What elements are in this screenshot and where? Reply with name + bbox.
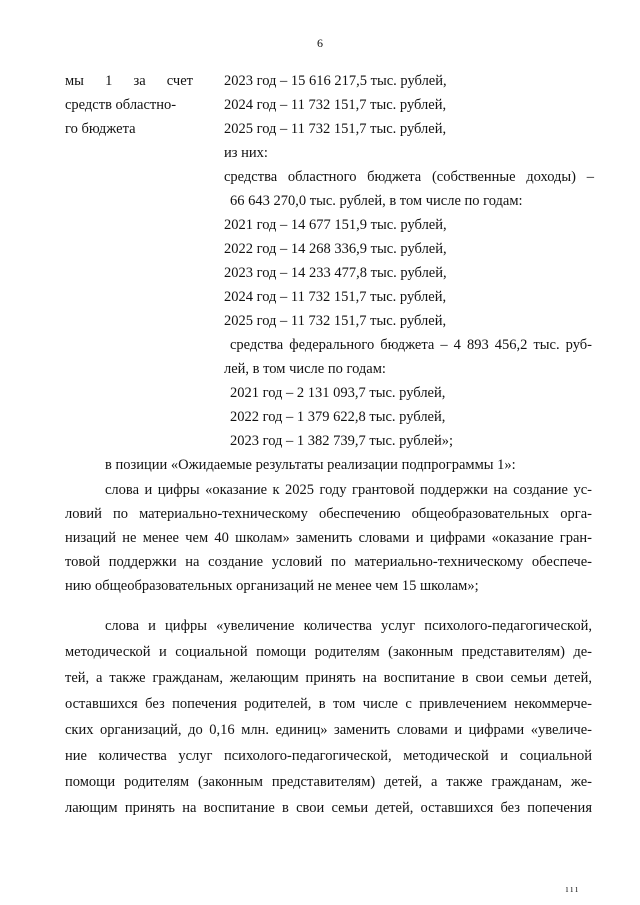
finance-line: из них:: [224, 145, 268, 161]
finance-line: 2023 год – 1 382 739,7 тыс. рублей»;: [230, 433, 454, 449]
body-line: ние количества услуг психолого-педагогической, методической и социальной: [65, 748, 592, 764]
body-line: слова и цифры «оказание к 2025 году грантовой поддержки на создание ус-: [105, 482, 592, 498]
finance-line: 2023 год – 15 616 217,5 тыс. рублей,: [224, 73, 447, 89]
finance-line: 2022 год – 1 379 622,8 тыс. рублей,: [230, 409, 446, 425]
body-line: тей, а также гражданам, желающим принять на воспитание в свои семьи детей,: [65, 670, 592, 686]
finance-line: 2021 год – 14 677 151,9 тыс. рублей,: [224, 217, 447, 233]
finance-line: 2024 год – 11 732 151,7 тыс. рублей,: [224, 97, 447, 113]
body-line: ских организаций, до 0,16 млн. единиц» заменить словами и цифрами «увеличе-: [65, 722, 592, 738]
body-line: лающим принять на воспитание в свои семьи детей, оставшихся без попечения: [65, 800, 592, 816]
body-line: слова и цифры «увеличение количества услуг психолого-педагогической,: [105, 618, 592, 634]
body-line: помощи родителям (законным представителям) детей, а также гражданам, же-: [65, 774, 592, 790]
left-column-line-3: го бюджета: [65, 121, 136, 137]
finance-line: 2022 год – 14 268 336,9 тыс. рублей,: [224, 241, 447, 257]
finance-line: лей, в том числе по годам:: [224, 361, 386, 377]
finance-line: 2024 год – 11 732 151,7 тыс. рублей,: [224, 289, 447, 305]
body-line: товой поддержки на создание условий по материально-техническому обеспече-: [65, 554, 592, 570]
finance-line: 2023 год – 14 233 477,8 тыс. рублей,: [224, 265, 447, 281]
finance-line: 2025 год – 11 732 151,7 тыс. рублей,: [224, 121, 447, 137]
footer-marks: ııı: [565, 884, 580, 895]
finance-line: 66 643 270,0 тыс. рублей, в том числе по годам:: [230, 193, 523, 209]
body-line: в позиции «Ожидаемые результаты реализации подпрограммы 1»:: [105, 457, 516, 473]
body-line: низаций не менее чем 40 школам» заменить словами и цифрами «оказание гран-: [65, 530, 592, 546]
body-line: оставшихся без попечения родителей, в том числе с привлечением некоммерче-: [65, 696, 592, 712]
finance-line: 2025 год – 11 732 151,7 тыс. рублей,: [224, 313, 447, 329]
body-line: методической и социальной помощи родителям (законным представителям) де-: [65, 644, 592, 660]
body-line: ловий по материально-техническому обеспечению общеобразовательных орга-: [65, 506, 592, 522]
finance-line: 2021 год – 2 131 093,7 тыс. рублей,: [230, 385, 446, 401]
body-line: нию общеобразовательных организаций не менее чем 15 школам»;: [65, 578, 479, 594]
left-column-line-1: мы 1 за счет: [65, 73, 193, 89]
page-number: 6: [317, 36, 323, 50]
finance-line: средства федерального бюджета – 4 893 456,2 тыс. руб-: [230, 337, 592, 353]
finance-line: средства областного бюджета (собственные доходы) –: [224, 169, 594, 185]
left-column-line-2: средств областно-: [65, 97, 177, 113]
